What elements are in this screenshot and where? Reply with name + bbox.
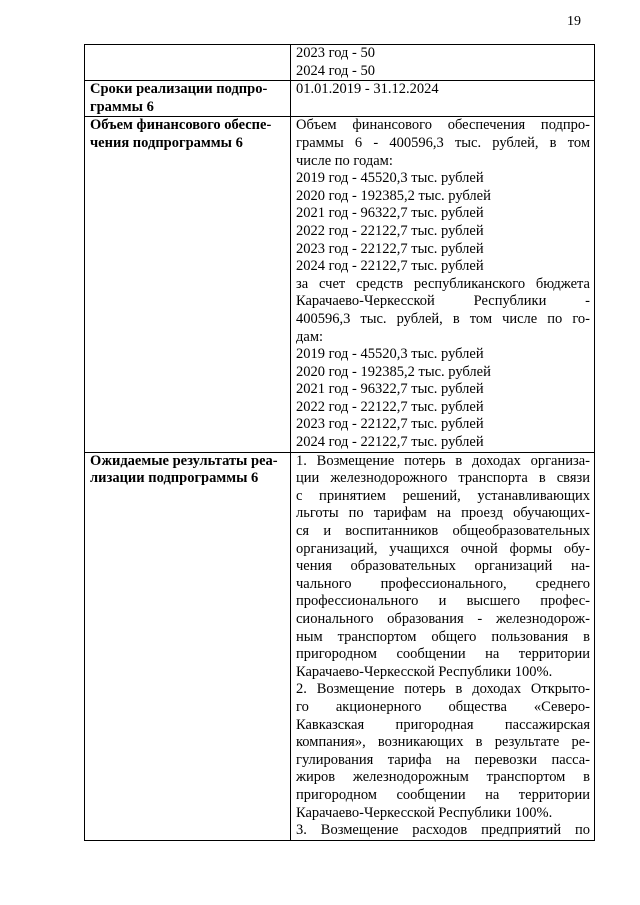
row-value-cell — [291, 452, 595, 840]
label-line: чения подпрограммы 6 — [90, 134, 243, 151]
row-label-cell — [85, 452, 291, 840]
value-line: ции железнодорожного транспорта в связи — [296, 470, 590, 487]
value-line: го акционерного общества «Северо- — [296, 698, 590, 715]
value-line: 2023 год - 50 — [296, 45, 375, 61]
value-line: Объем финансового обеспечения подпро- — [296, 117, 590, 134]
value-line: граммы 6 - 400596,3 тыс. рублей, в том — [296, 134, 590, 151]
value-line: 2023 год - 22122,7 тыс. рублей — [296, 416, 484, 433]
table-row — [85, 452, 595, 840]
value-line: жиров железнодорожным транспортом в — [296, 769, 590, 786]
value-line: Карачаево-Черкесской Республики - — [296, 293, 590, 310]
value-line: чения образовательных организаций на- — [296, 558, 590, 575]
value-line: 2022 год - 22122,7 тыс. рублей — [296, 222, 484, 239]
row-label-cell — [85, 81, 291, 117]
table-row — [85, 81, 595, 117]
value-line: с принятием решений, устанавливающих — [296, 487, 590, 504]
value-line: Карачаево-Черкесской Республики 100%. — [296, 804, 553, 821]
value-line: 2024 год - 22122,7 тыс. рублей — [296, 258, 484, 275]
row-value-cell — [291, 81, 595, 117]
value-line: 2024 год - 50 — [296, 62, 375, 79]
value-line: 2024 год - 22122,7 тыс. рублей — [296, 434, 484, 451]
value-line: 2020 год - 192385,2 тыс. рублей — [296, 363, 491, 380]
value-line: ся и воспитанников общеобразовательных — [296, 523, 590, 540]
value-line: 2021 год - 96322,7 тыс. рублей — [296, 205, 484, 222]
value-line: сионального образования - железнодорож- — [296, 611, 590, 627]
value-line: 2020 год - 192385,2 тыс. рублей — [296, 187, 491, 204]
label-line: Сроки реализации подпро- — [90, 81, 268, 98]
label-line: граммы 6 — [90, 98, 154, 115]
value-line: пригородном сообщении на территории — [296, 646, 590, 663]
value-line: 2019 год - 45520,3 тыс. рублей — [296, 346, 484, 363]
value-line: дам: — [296, 328, 324, 345]
value-line: Карачаево-Черкесской Республики 100%. — [296, 663, 553, 680]
value-line: за счет средств республиканского бюджета — [296, 275, 590, 292]
row-value-cell — [291, 45, 595, 81]
value-line: 400596,3 тыс. рублей, в том числе по го- — [296, 310, 590, 327]
value-line: 2. Возмещение потерь в доходах Открыто- — [296, 681, 590, 698]
subprogram-passport-table — [84, 44, 595, 841]
value-line: 2022 год - 22122,7 тыс. рублей — [296, 398, 484, 415]
value-line: 2019 год - 45520,3 тыс. рублей — [296, 170, 484, 187]
value-line: ным транспортом общего пользования в — [296, 628, 590, 645]
table-row — [85, 45, 595, 81]
table-row — [85, 117, 595, 452]
value-line: организаций, учащихся очной формы обу- — [296, 540, 590, 557]
row-label-cell — [85, 45, 291, 81]
value-line: числе по годам: — [296, 152, 393, 169]
value-line: Кавказская пригородная пассажирская — [296, 716, 590, 733]
value-line: чального профессионального, среднего — [296, 575, 590, 592]
value-line: компания», возникающих в результате ре- — [296, 734, 590, 751]
value-line: пригородном сообщении на территории — [296, 786, 590, 803]
value-line: 3. Возмещение расходов предприятий по — [296, 822, 590, 839]
label-line: лизации подпрограммы 6 — [90, 470, 259, 487]
value-line: профессионального и высшего профес- — [296, 593, 590, 610]
label-line: Ожидаемые результаты реа- — [90, 452, 278, 469]
row-value-cell — [291, 117, 595, 452]
label-line: Объем финансового обеспе- — [90, 117, 272, 134]
value-line: льготы по тарифам на проезд обучающих- — [296, 505, 590, 522]
row-label-cell — [85, 117, 291, 452]
page-number: 19 — [567, 14, 581, 29]
value-line: гулирования тарифа на перевозки пасса- — [296, 751, 590, 768]
value-line: 2023 год - 22122,7 тыс. рублей — [296, 240, 484, 257]
value-line: 2021 год - 96322,7 тыс. рублей — [296, 381, 484, 398]
value-line: 1. Возмещение потерь в доходах организа- — [296, 452, 590, 469]
table-body — [85, 45, 595, 841]
value-line: 01.01.2019 - 31.12.2024 — [296, 81, 439, 98]
